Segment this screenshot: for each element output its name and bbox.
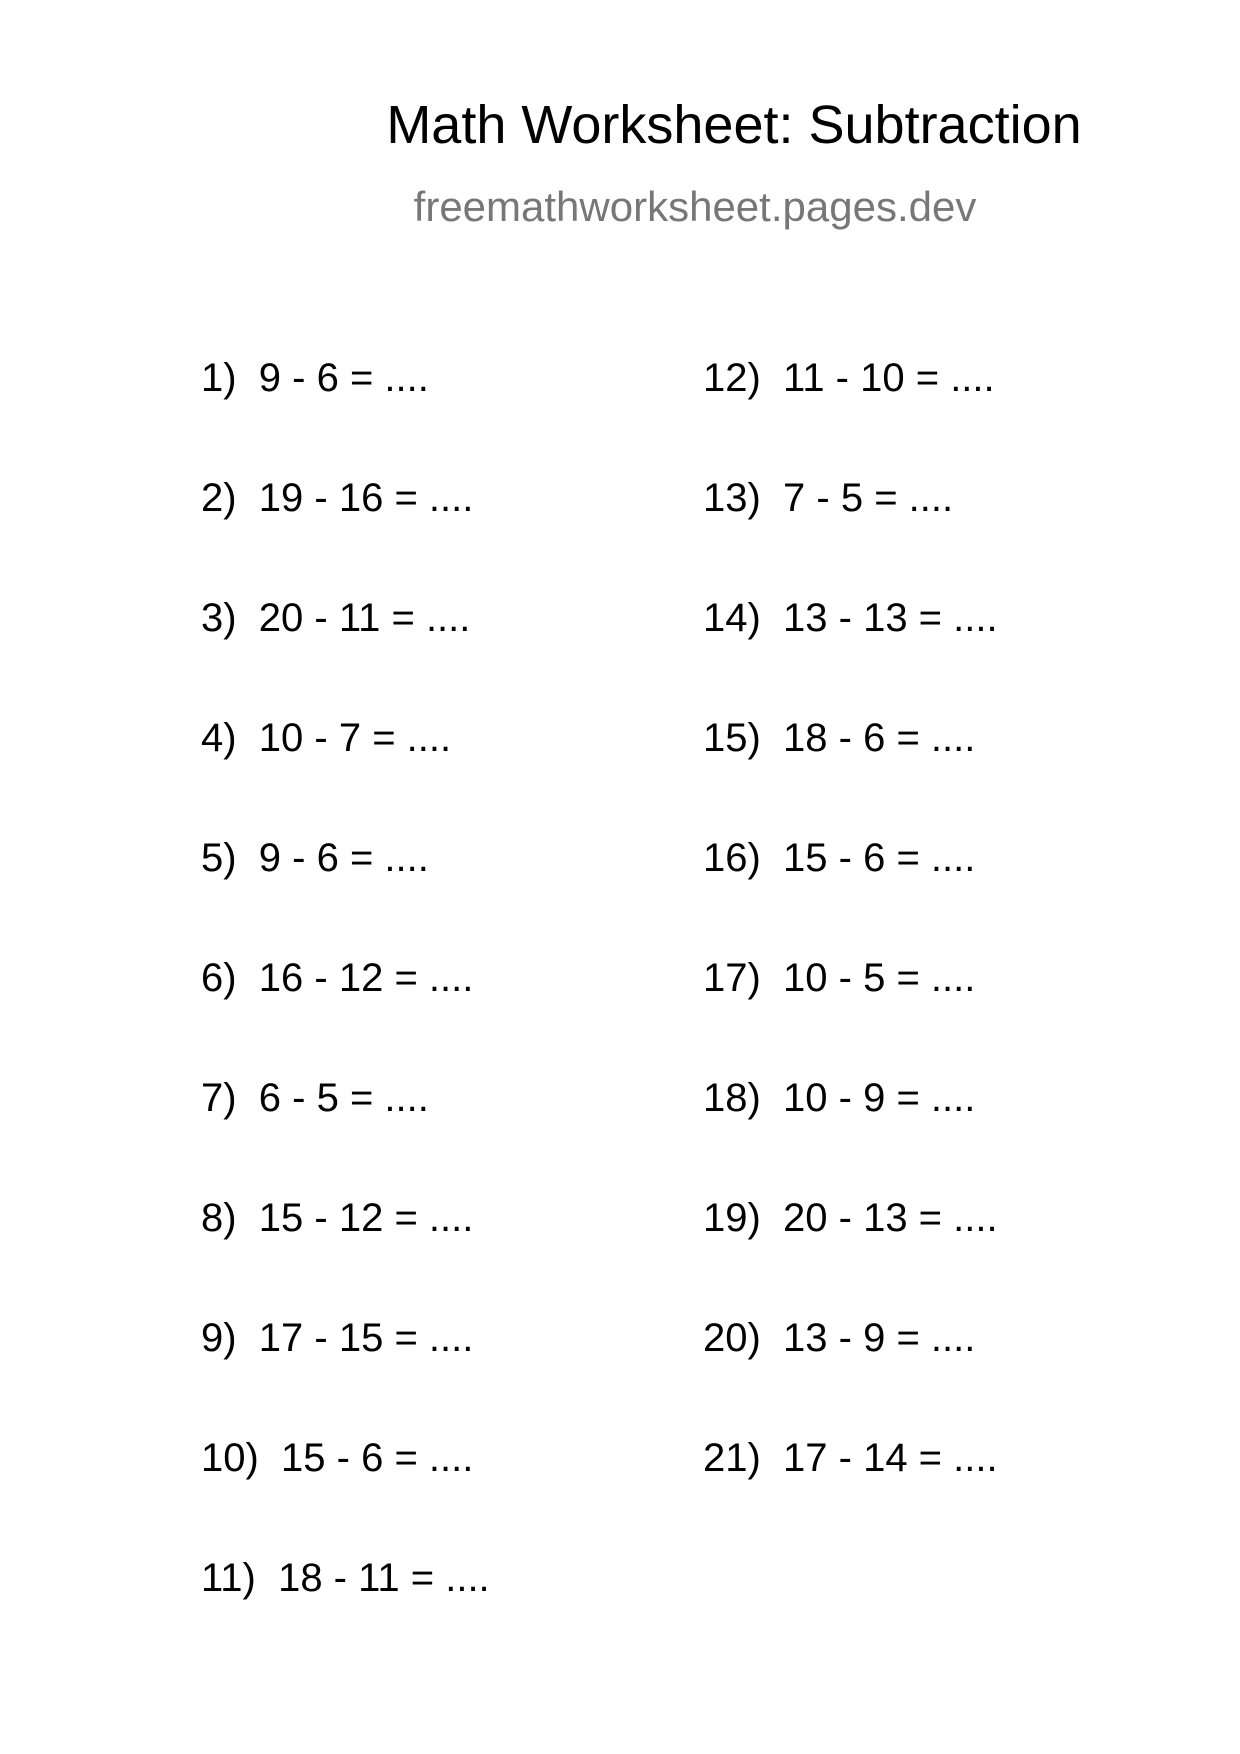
problem-item: 9) 17 - 15 = .... — [201, 1316, 474, 1360]
worksheet-title: Math Worksheet: Subtraction — [386, 95, 1082, 155]
problem-item: 6) 16 - 12 = .... — [201, 956, 474, 1000]
problem-item: 7) 6 - 5 = .... — [201, 1076, 429, 1120]
problem-item: 15) 18 - 6 = .... — [703, 716, 976, 760]
problem-item: 16) 15 - 6 = .... — [703, 836, 976, 880]
problem-item: 18) 10 - 9 = .... — [703, 1076, 976, 1120]
problem-item: 20) 13 - 9 = .... — [703, 1316, 976, 1360]
problem-item: 21) 17 - 14 = .... — [703, 1436, 998, 1480]
problem-item: 13) 7 - 5 = .... — [703, 476, 954, 520]
problem-item: 12) 11 - 10 = .... — [703, 356, 995, 400]
problem-item: 3) 20 - 11 = .... — [201, 596, 471, 640]
problem-item: 10) 15 - 6 = .... — [201, 1436, 474, 1480]
problem-item: 19) 20 - 13 = .... — [703, 1196, 998, 1240]
worksheet-source-url: freemathworksheet.pages.dev — [413, 183, 977, 230]
problem-item: 2) 19 - 16 = .... — [201, 476, 474, 520]
problem-item: 1) 9 - 6 = .... — [201, 356, 429, 400]
problem-item: 8) 15 - 12 = .... — [201, 1196, 474, 1240]
problem-item: 4) 10 - 7 = .... — [201, 716, 452, 760]
problem-item: 17) 10 - 5 = .... — [703, 956, 976, 1000]
problem-item: 11) 18 - 11 = .... — [201, 1556, 490, 1600]
problem-item: 5) 9 - 6 = .... — [201, 836, 429, 880]
problem-item: 14) 13 - 13 = .... — [703, 596, 998, 640]
